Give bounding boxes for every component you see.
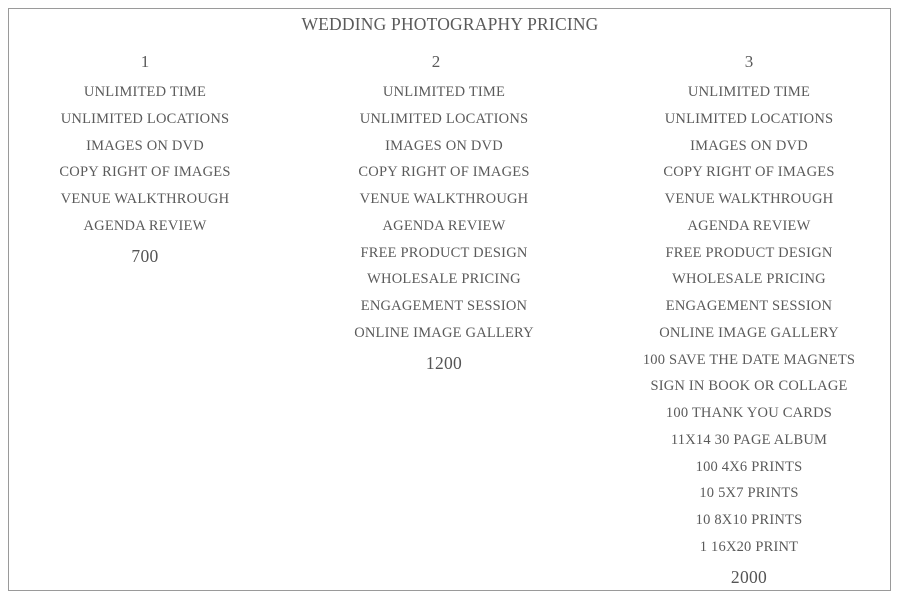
feature-item: ONLINE IMAGE GALLERY	[659, 324, 839, 341]
page-title: WEDDING PHOTOGRAPHY PRICING	[301, 14, 599, 34]
feature-item: WHOLESALE PRICING	[672, 271, 826, 288]
feature-item: COPY RIGHT OF IMAGES	[663, 164, 835, 181]
package-number: 2	[431, 52, 441, 71]
feature-item: IMAGES ON DVD	[690, 137, 808, 154]
package-column-1	[5, 52, 285, 267]
feature-item: AGENDA REVIEW	[687, 217, 811, 234]
feature-item: UNLIMITED TIME	[687, 84, 811, 100]
feature-item: IMAGES ON DVD	[385, 137, 503, 154]
feature-item: ENGAGEMENT SESSION	[665, 298, 833, 314]
feature-item: 11X14 30 PAGE ALBUM	[670, 431, 828, 448]
feature-item: 100 THANK YOU CARDS	[665, 405, 833, 421]
package-number: 1	[140, 52, 150, 71]
feature-item: 100 4X6 PRINTS	[695, 458, 803, 475]
feature-item: 10 8X10 PRINTS	[695, 512, 803, 528]
feature-item: ENGAGEMENT SESSION	[360, 298, 528, 314]
feature-item: FREE PRODUCT DESIGN	[360, 244, 528, 261]
feature-item: AGENDA REVIEW	[83, 217, 207, 234]
package-number: 3	[744, 52, 754, 71]
feature-item: ONLINE IMAGE GALLERY	[354, 324, 534, 341]
feature-item: VENUE WALKTHROUGH	[60, 191, 230, 207]
feature-item: FREE PRODUCT DESIGN	[665, 244, 833, 261]
feature-list	[5, 83, 285, 244]
feature-item: 1 16X20 PRINT	[699, 538, 799, 555]
package-price: 2000	[730, 566, 768, 587]
feature-item: UNLIMITED TIME	[83, 84, 207, 100]
feature-list	[609, 83, 889, 565]
feature-item: WHOLESALE PRICING	[367, 271, 521, 288]
feature-item: COPY RIGHT OF IMAGES	[358, 164, 530, 181]
feature-item: 10 5X7 PRINTS	[699, 485, 799, 502]
feature-item: SIGN IN BOOK OR COLLAGE	[650, 378, 848, 395]
feature-item: VENUE WALKTHROUGH	[359, 191, 529, 207]
feature-item: UNLIMITED LOCATIONS	[664, 110, 834, 127]
feature-item: COPY RIGHT OF IMAGES	[59, 164, 231, 181]
package-price: 1200	[425, 352, 463, 373]
feature-item: UNLIMITED TIME	[382, 84, 506, 100]
feature-item: 100 SAVE THE DATE MAGNETS	[642, 351, 856, 368]
feature-list	[304, 83, 584, 351]
package-price: 700	[131, 245, 159, 266]
package-column-2	[304, 52, 584, 374]
feature-item: IMAGES ON DVD	[86, 137, 204, 154]
feature-item: AGENDA REVIEW	[382, 217, 506, 234]
feature-item: VENUE WALKTHROUGH	[664, 191, 834, 207]
package-column-3	[609, 52, 889, 588]
feature-item: UNLIMITED LOCATIONS	[359, 110, 529, 127]
feature-item: UNLIMITED LOCATIONS	[60, 110, 230, 127]
